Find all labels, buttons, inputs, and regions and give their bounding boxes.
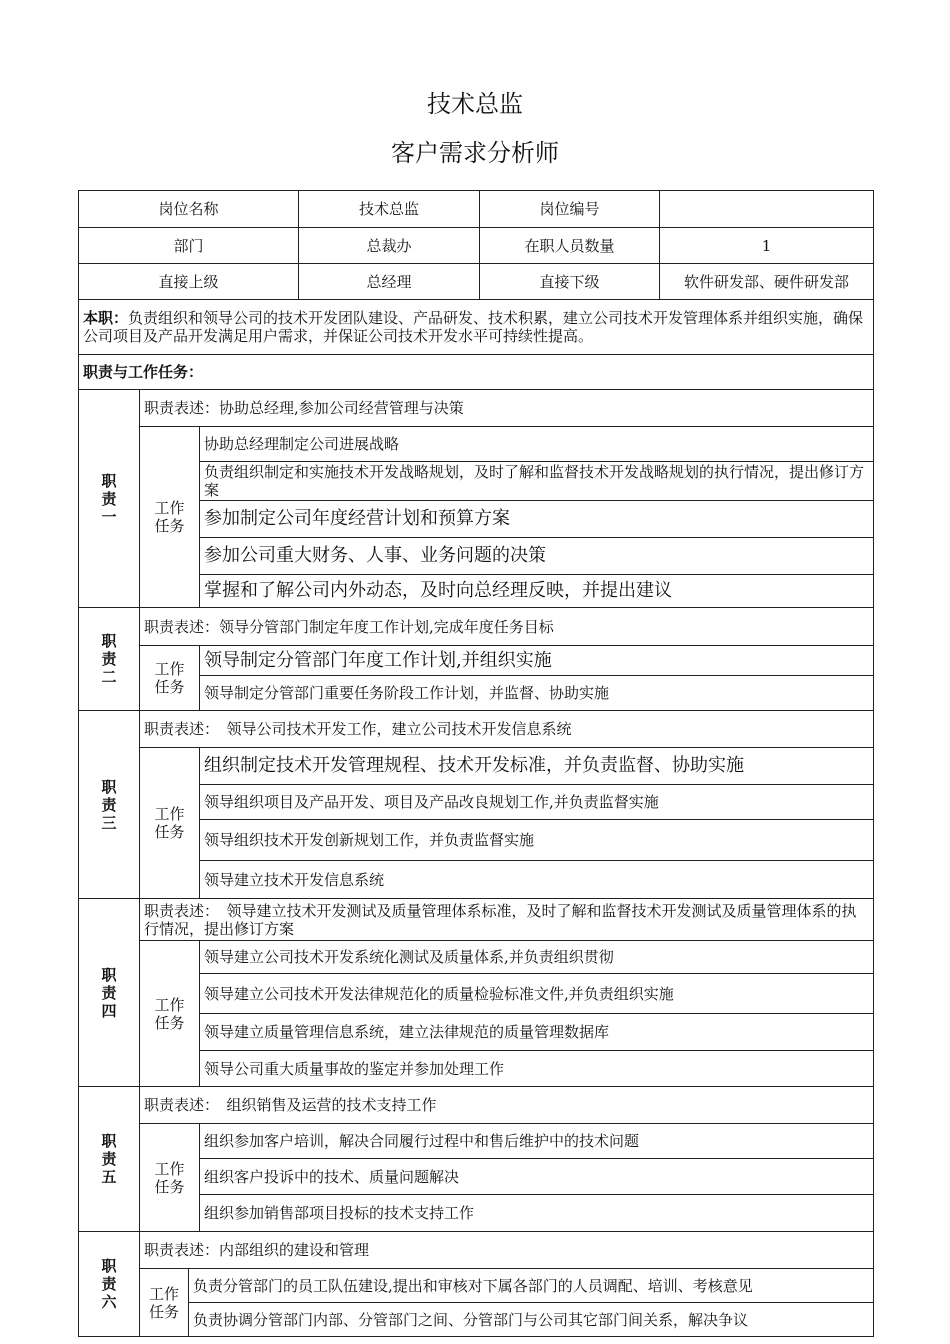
position-name-label: 岗位名称 — [79, 191, 299, 228]
duty-2-desc-row — [79, 608, 874, 646]
headcount-value: 1 — [660, 228, 874, 264]
core-duty-label: 本职： — [83, 309, 129, 327]
position-code-value — [660, 191, 874, 228]
duty-2-task-2: 领导制定分管部门重要任务阶段工作计划，并监督、协助实施 — [200, 676, 874, 711]
duty-3-desc-row — [79, 711, 874, 748]
duty-5-task-row — [79, 1124, 874, 1159]
core-duty-cell — [79, 300, 874, 355]
duty-6-label-text: 职 责 六 — [101, 1257, 117, 1311]
duty-6-task-1: 负责分管部门的员工队伍建设,提出和审核对下属各部门的人员调配、培训、考核意见 — [189, 1269, 874, 1303]
subordinates-value: 软件研发部、硬件研发部 — [660, 264, 874, 300]
duty-6-task-label-text: 工作 任务 — [148, 1284, 179, 1321]
duty-1-task-1: 协助总经理制定公司进展战略 — [200, 427, 874, 462]
duty-6-task-2: 负责协调分管部门内部、分管部门之间、分管部门与公司其它部门间关系，解决争议 — [189, 1303, 874, 1337]
duty-6-task-row — [79, 1269, 874, 1303]
duty-6-desc-row — [79, 1232, 874, 1269]
page-subtitle: 客户需求分析师 — [391, 139, 559, 167]
duty-1-task-5: 掌握和了解公司内外动态，及时向总经理反映，并提出建议 — [200, 575, 874, 608]
header-row-reporting — [79, 264, 874, 300]
duty-1-task-3: 参加制定公司年度经营计划和预算方案 — [200, 501, 874, 538]
supervisor-value: 总经理 — [299, 264, 480, 300]
duty-1-label — [79, 390, 140, 608]
duty-6-description: 职责表述：内部组织的建设和管理 — [140, 1232, 874, 1269]
duty-4-description: 职责表述： 领导建立技术开发测试及质量管理体系标准，及时了解和监督技术开发测试及质量管理体系的执行情况，提出修订方案 — [140, 899, 874, 941]
duty-4-label — [79, 899, 140, 1087]
duty-6-task-row — [79, 1303, 874, 1337]
duty-5-task-3: 组织参加销售部项目投标的技术支持工作 — [200, 1195, 874, 1232]
duty-3-label-text: 职 责 三 — [101, 777, 117, 832]
duty-3-task-label — [140, 748, 200, 899]
duty-3-description: 职责表述： 领导公司技术开发工作，建立公司技术开发信息系统 — [140, 711, 874, 748]
header-row-position — [79, 191, 874, 228]
duty-6-task-label — [140, 1269, 189, 1337]
duty-1-label-text: 职 责 一 — [101, 471, 117, 526]
duty-4-task-label-text: 工作 任务 — [154, 995, 185, 1032]
supervisor-label: 直接上级 — [79, 264, 299, 300]
duty-5-label-text: 职 责 五 — [101, 1132, 117, 1186]
position-code-label: 岗位编号 — [480, 191, 660, 228]
job-description-table — [78, 190, 874, 1337]
duty-5-desc-row — [79, 1087, 874, 1124]
section-heading-row — [79, 355, 874, 390]
headcount-label: 在职人员数量 — [480, 228, 660, 264]
duty-6-label — [79, 1232, 140, 1337]
duty-4-task-4: 领导公司重大质量事故的鉴定并参加处理工作 — [200, 1051, 874, 1087]
subordinates-label: 直接下级 — [480, 264, 660, 300]
duty-5-task-2: 组织客户投诉中的技术、质量问题解决 — [200, 1159, 874, 1195]
duty-1-description: 职责表述：协助总经理,参加公司经营管理与决策 — [140, 390, 874, 427]
duty-2-task-label — [140, 646, 200, 711]
duty-2-task-row — [79, 646, 874, 676]
duty-3-label — [79, 711, 140, 899]
duty-1-task-row — [79, 427, 874, 462]
duty-2-task-label-text: 工作 任务 — [154, 660, 185, 696]
duty-5-task-label-text: 工作 任务 — [154, 1159, 185, 1196]
core-duty-text: 负责组织和领导公司的技术开发团队建设、产品研发、技术积累，建立公司技术开发管理体系并组织实施，确保公司项目及产品开发满足用户需求，并保证公司技术开发水平可持续性提高。 — [83, 309, 864, 345]
position-name-value: 技术总监 — [299, 191, 480, 228]
duty-4-task-2: 领导建立公司技术开发法律规范化的质量检验标准文件,并负责组织实施 — [200, 974, 874, 1014]
page-title: 技术总监 — [427, 90, 523, 118]
department-label: 部门 — [79, 228, 299, 264]
duty-4-task-3: 领导建立质量管理信息系统，建立法律规范的质量管理数据库 — [200, 1014, 874, 1051]
duty-4-task-label — [140, 941, 200, 1087]
duty-5-label — [79, 1087, 140, 1232]
duty-4-desc-row — [79, 899, 874, 941]
duty-5-description: 职责表述： 组织销售及运营的技术支持工作 — [140, 1087, 874, 1124]
core-duty-row — [79, 300, 874, 355]
duty-1-task-label — [140, 427, 200, 608]
duty-2-label — [79, 608, 140, 711]
duty-3-task-3: 领导组织技术开发创新规划工作，并负责监督实施 — [200, 820, 874, 861]
duty-4-label-text: 职 责 四 — [101, 965, 117, 1020]
duty-3-task-2: 领导组织项目及产品开发、项目及产品改良规划工作,并负责监督实施 — [200, 785, 874, 820]
duty-1-task-2: 负责组织制定和实施技术开发战略规划，及时了解和监督技术开发战略规划的执行情况，提出修订方案 — [200, 462, 874, 501]
duty-1-task-4: 参加公司重大财务、人事、业务问题的决策 — [200, 538, 874, 575]
duty-4-task-row — [79, 941, 874, 974]
duty-5-task-1: 组织参加客户培训，解决合同履行过程中和售后维护中的技术问题 — [200, 1124, 874, 1159]
duty-2-label-text: 职 责 二 — [101, 632, 117, 686]
duty-1-desc-row — [79, 390, 874, 427]
duty-3-task-4: 领导建立技术开发信息系统 — [200, 861, 874, 899]
duty-2-task-1: 领导制定分管部门年度工作计划,并组织实施 — [200, 646, 874, 676]
duty-3-task-row — [79, 748, 874, 785]
duty-1-task-label-text: 工作 任务 — [154, 499, 185, 535]
duty-3-task-label-text: 工作 任务 — [154, 805, 185, 841]
duty-3-task-1: 组织制定技术开发管理规程、技术开发标准，并负责监督、协助实施 — [200, 748, 874, 785]
header-row-department — [79, 228, 874, 264]
duty-4-task-1: 领导建立公司技术开发系统化测试及质量体系,并负责组织贯彻 — [200, 941, 874, 974]
section-heading: 职责与工作任务： — [79, 355, 874, 390]
duty-5-task-label — [140, 1124, 200, 1232]
duty-2-description: 职责表述：领导分管部门制定年度工作计划,完成年度任务目标 — [140, 608, 874, 646]
department-value: 总裁办 — [299, 228, 480, 264]
